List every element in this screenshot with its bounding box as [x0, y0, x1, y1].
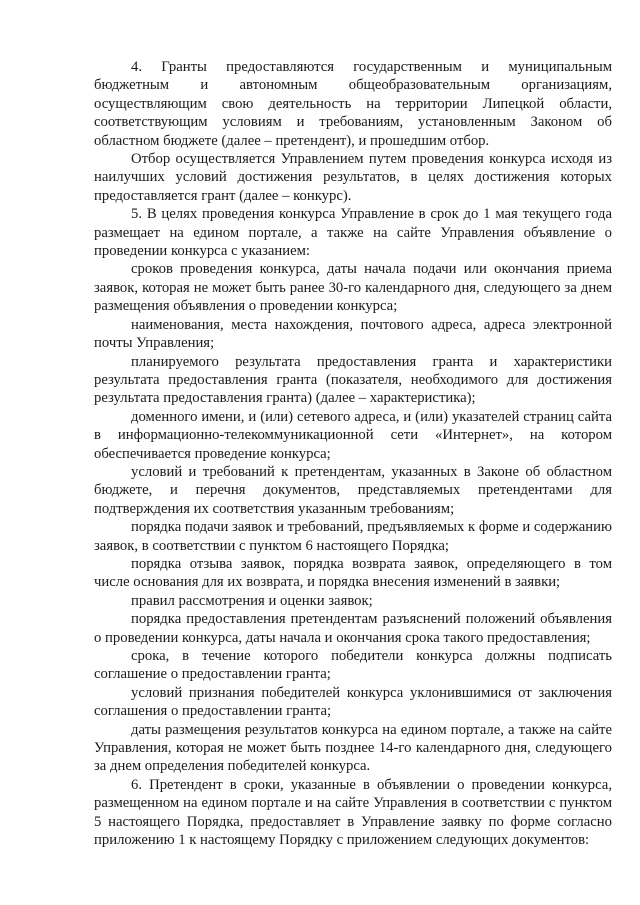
list-item-evasion-conditions: условий признания победителей конкурса уклонившимися от заключения соглашения о предоставлении гранта;	[94, 684, 612, 720]
list-item-planned-result: планируемого результата предоставления гранта и характеристики результата предоставления гранта (показателя, необходимого для достижения результата предоставления гранта) (далее – характеристика);	[94, 353, 612, 407]
paragraph-selection-procedure: Отбор осуществляется Управлением путем проведения конкурса исходя из наилучших условий достижения результатов, в целях достижения которых предоставляется грант (далее – конкурс).	[94, 151, 612, 204]
list-item-domain-name: доменного имени, и (или) сетевого адреса, и (или) указателей страниц сайта в информационно-телекоммуникационной сети «Интернет», на котором обеспечивается проведение конкурса;	[94, 408, 612, 462]
list-item-clarifications: порядка предоставления претендентам разъяснений положений объявления о проведении конкурса, даты начала и окончания срока такого предоставления;	[94, 611, 612, 646]
list-item-withdrawal-order: порядка отзыва заявок, порядка возврата заявок, определяющего в том числе основания для их возврата, и порядка внесения изменений в заявки;	[94, 555, 612, 591]
paragraph-item-6-application: 6. Претендент в сроки, указанные в объявлении о проведении конкурса, размещенном на едином портале и на сайте Управления в соответствии с пунктом 5 настоящего Порядка, предоставляет в Управление заявку по форме согласно приложению 1 к настоящему Порядку с приложением следующих документов:	[94, 776, 612, 849]
paragraph-item-5-announcement: 5. В целях проведения конкурса Управление в срок до 1 мая текущего года размещает на едином портале, а также на сайте Управления объявление о проведении конкурса с указанием:	[94, 206, 612, 260]
list-item-requirements: условий и требований к претендентам, указанных в Законе об областном бюджете, и перечня документов, представляемых претендентами для подтверждения их соответствия указанным требованиям;	[94, 463, 612, 517]
list-item-submission-order: порядка подачи заявок и требований, предъявляемых к форме и содержанию заявок, в соответствии с пунктом 6 настоящего Порядка;	[94, 519, 612, 554]
list-item-deadlines: сроков проведения конкурса, даты начала подачи или окончания приема заявок, которая не может быть ранее 30-го календарного дня, следующего за днем размещения объявления о проведении конкурса;	[94, 261, 612, 315]
list-item-review-rules: правил рассмотрения и оценки заявок;	[131, 592, 373, 609]
list-item-contacts: наименования, места нахождения, почтового адреса, адреса электронной почты Управления;	[94, 316, 612, 352]
paragraph-item-4-grants: 4. Гранты предоставляются государственным и муниципальным бюджетным и автономным общеобразовательным организациям, осуществляющим свою деятельность на территории Липецкой области, соответствующим условиям и требованиям, установленным Законом об областном бюджете (далее – претендент), и прошедшим отбор.	[94, 59, 612, 149]
list-item-results-date: даты размещения результатов конкурса на едином портале, а также на сайте Управления, которая не может быть позднее 14-го календарного дня, следующего за днем определения победителей конкурса.	[94, 721, 612, 775]
list-item-signing-term: срока, в течение которого победители конкурса должны подписать соглашение о предоставлении гранта;	[94, 648, 612, 683]
